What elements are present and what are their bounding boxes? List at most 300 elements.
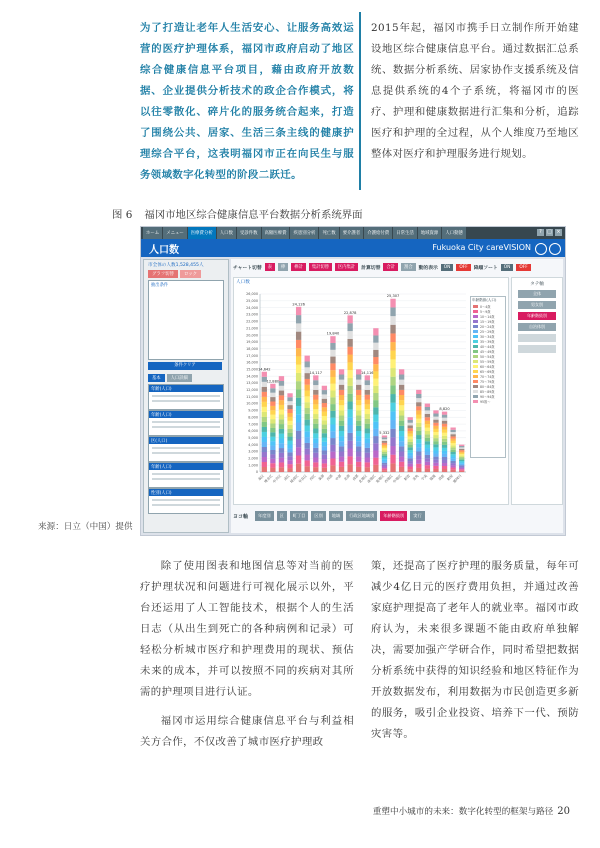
- bar-segment: [425, 455, 430, 458]
- app-tab-bar: [141, 227, 566, 239]
- bar-segment: [442, 436, 447, 439]
- user-icon[interactable]: [535, 243, 547, 255]
- tab-basic[interactable]: 基本: [148, 374, 165, 382]
- bar-segment: [373, 458, 378, 465]
- bar-segment: [399, 467, 404, 472]
- help-icon[interactable]: ?: [537, 229, 544, 236]
- bar-segment: [442, 424, 447, 427]
- bar-segment: [279, 400, 284, 405]
- x-tick-label: 西地区: [383, 473, 394, 484]
- figure-screenshot: [140, 226, 566, 536]
- bar-segment: [347, 409, 352, 417]
- bar-segment: [305, 379, 310, 385]
- bar-segment: [262, 432, 267, 437]
- bar-segment: [262, 442, 267, 447]
- bar-segment: [347, 362, 352, 370]
- axis-gender-button[interactable]: 男女別: [518, 301, 556, 309]
- bar-segment: [450, 468, 455, 470]
- bar-segment: [296, 464, 301, 472]
- app-title: 人口数: [149, 245, 179, 256]
- bar-segment: [390, 299, 395, 308]
- bar-segment: [339, 374, 344, 379]
- x-tick-label: 中地区: [392, 473, 403, 484]
- animation-off-button[interactable]: OFF: [456, 264, 470, 271]
- calc-ratio-button[interactable]: 割合: [401, 263, 416, 271]
- clear-conditions-button[interactable]: 条件クリア: [148, 362, 222, 370]
- bar-segment: [313, 400, 318, 405]
- bar-segment: [356, 446, 361, 451]
- legend-swatch: [473, 360, 478, 363]
- app-tab[interactable]: メニュー: [163, 227, 187, 239]
- bar-segment: [330, 465, 335, 472]
- bar-segment: [382, 443, 387, 445]
- bar-segment: [433, 420, 438, 423]
- bar-segment: [313, 453, 318, 458]
- x-tick-label: 須恵: [437, 473, 446, 482]
- bar-segment: [425, 404, 430, 407]
- bar-segment: [365, 458, 370, 463]
- bar-segment: [356, 467, 361, 472]
- bar-segment: [322, 433, 327, 437]
- bar-segment: [330, 397, 335, 404]
- bar-segment: [270, 424, 275, 428]
- bar-segment: [408, 445, 413, 448]
- bar-segment: [279, 381, 284, 386]
- y-tick-label: 22,000: [246, 319, 258, 324]
- filter-section[interactable]: [148, 410, 224, 436]
- bar-segment: [322, 403, 327, 407]
- app-tab[interactable]: 地域資源: [418, 227, 442, 239]
- app-tab[interactable]: 日常生活: [393, 227, 417, 239]
- bar-segment: [442, 439, 447, 442]
- legend-label: 85〜89歳: [480, 390, 495, 394]
- bar-segment: [365, 438, 370, 443]
- bar-segment: [382, 468, 387, 470]
- vertical-axis-title: タテ軸: [530, 282, 544, 287]
- bar-segment: [330, 452, 335, 459]
- animation-on-button[interactable]: ON: [441, 264, 454, 271]
- settings-icon[interactable]: [549, 243, 561, 255]
- bar-segment: [365, 409, 370, 414]
- axis-disabled-button[interactable]: [518, 334, 556, 342]
- filter-section[interactable]: [148, 436, 224, 462]
- bar-segment: [287, 405, 292, 409]
- bar-segment: [279, 414, 284, 419]
- y-tick-label: 21,000: [246, 326, 258, 331]
- legend-label: 10〜14歳: [480, 315, 495, 319]
- calc-sum-button[interactable]: 合計: [383, 263, 398, 271]
- bar-segment: [347, 425, 352, 433]
- bar-segment: [339, 462, 344, 467]
- x-tick-label: 東地区: [375, 473, 386, 484]
- maximize-icon[interactable]: □: [547, 229, 552, 235]
- chart-table-button[interactable]: 表: [265, 263, 275, 271]
- bar-segment: [305, 443, 310, 449]
- bar-segment: [296, 447, 301, 455]
- filter-section[interactable]: [148, 462, 224, 488]
- bar-segment: [382, 457, 387, 459]
- figure-number: 图 6: [112, 209, 133, 221]
- xaxis-by-ward-button[interactable]: 区別: [311, 511, 325, 521]
- legend-item: [471, 399, 505, 404]
- bar-segment: [287, 437, 292, 441]
- bar-segment: [270, 463, 275, 467]
- bar-segment: [450, 452, 455, 454]
- axis-all-button[interactable]: 全体: [518, 290, 556, 298]
- bar-segment: [382, 452, 387, 454]
- bar-segment: [270, 459, 275, 463]
- run-button[interactable]: 実行: [410, 511, 424, 521]
- bar-segment: [296, 373, 301, 381]
- bar-segment: [365, 375, 370, 380]
- bar-segment: [399, 390, 404, 395]
- bar-segment: [313, 375, 318, 380]
- bar-segment: [450, 450, 455, 452]
- bar-segment: [365, 462, 370, 467]
- bar-segment: [365, 433, 370, 438]
- app-tab[interactable]: 人口動態: [442, 227, 466, 239]
- lock-button[interactable]: ロック: [180, 270, 201, 278]
- bar-segment: [442, 451, 447, 454]
- bar-segment: [459, 454, 464, 455]
- bar-segment: [347, 378, 352, 386]
- bar-segment: [382, 445, 387, 447]
- legend-swatch: [473, 380, 478, 383]
- bar-segment: [356, 380, 361, 385]
- bar-segment: [279, 410, 284, 415]
- bar-segment: [296, 323, 301, 331]
- xaxis-area-button[interactable]: 地域: [329, 511, 343, 521]
- chart-stacked-button[interactable]: 棒計: [291, 263, 306, 271]
- bar-segment: [433, 457, 438, 460]
- bar-segment: [287, 429, 292, 433]
- legend-title: 年齢階級(人口): [472, 298, 497, 302]
- bar-segment: [425, 458, 430, 461]
- population-bar-chart: [234, 286, 508, 502]
- bar-segment: [313, 404, 318, 409]
- sidebar-subtabs: [148, 374, 192, 382]
- bar-segment: [442, 430, 447, 433]
- axis-age-group-button[interactable]: 年齢階級別: [518, 312, 556, 320]
- bar-segment: [322, 437, 327, 441]
- x-tick-label: 博多区: [263, 473, 274, 484]
- tab-population-detail[interactable]: 人口詳細: [167, 374, 192, 382]
- bar-segment: [433, 413, 438, 416]
- bar-segment: [330, 418, 335, 425]
- bar-segment: [347, 339, 352, 347]
- bar-segment: [408, 447, 413, 450]
- bar-segment: [322, 450, 327, 454]
- y-tick-label: 18,000: [246, 346, 258, 351]
- bar-segment: [416, 419, 421, 423]
- app-tab[interactable]: 介護給付費: [364, 227, 392, 239]
- bar-segment: [382, 467, 387, 469]
- bar-segment: [262, 452, 267, 457]
- legend-label: 80〜84歳: [480, 385, 495, 389]
- x-tick-label: 北部: [343, 473, 351, 482]
- bar-segment: [262, 437, 267, 442]
- bar-segment: [322, 412, 327, 416]
- bar-segment: [270, 419, 275, 423]
- bar-segment: [442, 427, 447, 430]
- bar-segment: [425, 421, 430, 424]
- bar-segment: [322, 399, 327, 403]
- bar-segment: [356, 405, 361, 410]
- y-tick-label: 17,000: [246, 353, 258, 358]
- filter-section[interactable]: [148, 488, 224, 514]
- legend-swatch: [473, 325, 478, 328]
- bar-segment: [339, 426, 344, 431]
- bar-segment: [296, 315, 301, 323]
- bar-segment: [305, 437, 310, 443]
- legend-label: 90〜94歳: [480, 395, 495, 399]
- graph-toggle-button[interactable]: グラフ切替: [148, 270, 178, 278]
- figure-label: [112, 206, 363, 221]
- axis-municipality-button[interactable]: 自治体別: [518, 323, 556, 331]
- bar-segment: [425, 431, 430, 434]
- bar-segment: [382, 437, 387, 439]
- bar-segment: [433, 410, 438, 413]
- bar-segment: [433, 429, 438, 432]
- bar-segment: [313, 448, 318, 453]
- bar-segment: [459, 451, 464, 452]
- bar-segment: [330, 357, 335, 364]
- legend-label: 20〜24歳: [480, 325, 495, 329]
- bar-segment: [279, 391, 284, 396]
- bar-segment: [322, 459, 327, 463]
- bar-segment: [262, 447, 267, 452]
- bar-segment: [262, 427, 267, 432]
- y-tick-label: 14,000: [246, 374, 258, 379]
- bar-segment: [262, 402, 267, 407]
- bar-segment: [339, 441, 344, 446]
- bar-segment: [287, 444, 292, 448]
- bar-segment: [373, 407, 378, 414]
- bar-segment: [433, 460, 438, 463]
- bar-segment: [408, 420, 413, 423]
- bar-segment: [296, 414, 301, 422]
- bar-segment: [459, 445, 464, 446]
- bar-segment: [287, 464, 292, 468]
- bar-segment: [373, 371, 378, 378]
- bar-segment: [416, 414, 421, 418]
- bar-segment: [408, 428, 413, 431]
- bar-segment: [416, 390, 421, 394]
- bar-segment: [322, 446, 327, 450]
- bar-value-label: 12,880: [266, 379, 280, 384]
- bar-segment: [399, 416, 404, 421]
- bar-segment: [322, 442, 327, 446]
- bar-segment: [450, 439, 455, 441]
- bar-segment: [408, 436, 413, 439]
- bar-segment: [339, 431, 344, 436]
- animation-label: 動的表示: [418, 265, 438, 271]
- bar-segment: [262, 387, 267, 392]
- app-tab[interactable]: 人口数: [217, 227, 236, 239]
- sort-off-button[interactable]: OFF: [516, 264, 530, 271]
- bar-segment: [313, 443, 318, 448]
- bar-segment: [399, 421, 404, 426]
- y-tick-label: 26,000: [246, 292, 258, 297]
- bar-segment: [399, 395, 404, 400]
- y-tick-label: 13,000: [246, 381, 258, 386]
- bar-segment: [390, 463, 395, 472]
- bar-segment: [442, 421, 447, 424]
- legend-label: 95歳〜: [480, 400, 491, 404]
- app-tab[interactable]: 死亡数: [319, 227, 338, 239]
- bar-segment: [416, 398, 421, 402]
- bar-segment: [287, 413, 292, 417]
- bar-segment: [399, 462, 404, 467]
- bar-segment: [416, 423, 421, 427]
- x-tick-label: 那珂川: [452, 473, 463, 484]
- legend-swatch: [473, 375, 478, 378]
- bar-segment: [339, 405, 344, 410]
- bar-segment: [279, 405, 284, 410]
- bar-segment: [390, 420, 395, 429]
- bar-segment: [330, 363, 335, 370]
- bar-segment: [322, 394, 327, 398]
- bar-segment: [382, 456, 387, 458]
- bar-segment: [373, 335, 378, 342]
- bar-segment: [425, 441, 430, 444]
- bar-segment: [322, 416, 327, 420]
- bar-segment: [296, 398, 301, 406]
- right-top-column: [371, 18, 579, 165]
- app-tab[interactable]: 受診件数: [237, 227, 261, 239]
- bar-value-label: 8,820: [439, 407, 450, 412]
- bar-segment: [270, 406, 275, 410]
- bar-segment: [408, 461, 413, 464]
- bar-segment: [450, 430, 455, 432]
- bar-segment: [433, 463, 438, 466]
- bar-segment: [365, 424, 370, 429]
- bar-segment: [399, 451, 404, 456]
- app-tab[interactable]: ホーム: [143, 227, 162, 239]
- sort-label: 降順ソート: [473, 265, 498, 271]
- bar-segment: [390, 437, 395, 446]
- bar-segment: [330, 445, 335, 452]
- close-icon[interactable]: ×: [556, 229, 561, 235]
- bar-segment: [262, 412, 267, 417]
- bar-segment: [313, 419, 318, 424]
- xaxis-block-button[interactable]: 町丁目: [290, 511, 309, 521]
- x-tick-label: 東区: [257, 473, 265, 482]
- bar-segment: [347, 323, 352, 331]
- bar-segment: [425, 414, 430, 417]
- bar-segment: [373, 422, 378, 429]
- legend-swatch: [473, 400, 478, 403]
- bar-value-label: 14,116: [361, 370, 374, 375]
- app-tab[interactable]: 高額医療費: [262, 227, 290, 239]
- sort-on-button[interactable]: ON: [501, 264, 514, 271]
- bar-segment: [262, 392, 267, 397]
- legend-label: 30〜34歳: [480, 335, 495, 339]
- bar-segment: [305, 414, 310, 420]
- bar-segment: [442, 412, 447, 415]
- bar-segment: [450, 441, 455, 443]
- bar-segment: [296, 431, 301, 439]
- bar-segment: [313, 380, 318, 385]
- bar-segment: [416, 427, 421, 431]
- bar-segment: [270, 388, 275, 392]
- bar-segment: [450, 470, 455, 472]
- bar-value-label: 24,126: [292, 302, 305, 307]
- bar-segment: [450, 456, 455, 458]
- bar-segment: [305, 460, 310, 466]
- bar-segment: [408, 453, 413, 456]
- app-tab[interactable]: 疾患別分析: [290, 227, 318, 239]
- legend-swatch: [473, 340, 478, 343]
- bar-segment: [425, 469, 430, 472]
- filter-section[interactable]: [148, 384, 224, 410]
- bar-segment: [296, 389, 301, 397]
- bar-segment: [356, 374, 361, 379]
- bar-segment: [442, 415, 447, 418]
- app-tab[interactable]: 要介護者: [340, 227, 364, 239]
- xaxis-age-group-button[interactable]: 年齢階級別: [380, 511, 407, 521]
- intro-quote: [140, 18, 354, 186]
- xaxis-admin-area-button[interactable]: 行政区地域別: [346, 511, 377, 521]
- bar-segment: [322, 425, 327, 429]
- y-tick-label: 7,000: [248, 422, 258, 427]
- bar-segment: [373, 379, 378, 386]
- bar-segment: [459, 460, 464, 461]
- bar-segment: [399, 405, 404, 410]
- xaxis-year-button[interactable]: 年度別: [255, 511, 274, 521]
- bar-segment: [296, 332, 301, 340]
- chart-bar-button[interactable]: 棒: [278, 263, 288, 271]
- bar-segment: [416, 410, 421, 414]
- legend-swatch: [473, 370, 478, 373]
- bar-segment: [287, 393, 292, 397]
- footer-title: 重塑中小城市的未来：数字化转型的框架与路径: [372, 807, 554, 817]
- legend-label: 70〜74歳: [480, 375, 495, 379]
- left-bottom-paragraph-1: 除了使用图表和地图信息等对当前的医疗护理状况和问题进行可视化展示以外，平台还运用了人工智能技术，根据个人的生活日志（从出生到死亡的各种病例和记录）可轻松分析城市医疗和护理费用的现状、预估未来的成本，并可以按照不同的疾病对其所需的护理项目进行认证。: [140, 560, 354, 698]
- bar-segment: [408, 423, 413, 426]
- bar-segment: [425, 407, 430, 410]
- bar-segment: [459, 462, 464, 463]
- legend-swatch: [473, 365, 478, 368]
- bar-segment: [347, 456, 352, 464]
- legend-label: 55〜59歳: [480, 360, 495, 364]
- bar-segment: [279, 395, 284, 400]
- bar-segment: [287, 441, 292, 445]
- bar-segment: [330, 350, 335, 357]
- horizontal-axis-controls: [233, 509, 561, 523]
- bar-segment: [450, 428, 455, 430]
- bar-segment: [365, 390, 370, 395]
- bar-segment: [382, 450, 387, 452]
- axis-disabled-button[interactable]: [518, 345, 556, 353]
- aggregate-toggle-button[interactable]: 集計切替: [309, 263, 332, 271]
- xaxis-ward-button[interactable]: 区: [277, 511, 287, 521]
- bar-segment: [408, 469, 413, 472]
- bar-segment: [390, 368, 395, 377]
- bar-segment: [365, 414, 370, 419]
- y-tick-label: 24,000: [246, 305, 258, 310]
- app-tab[interactable]: 医療費分析: [188, 227, 216, 239]
- bar-segment: [399, 400, 404, 405]
- bar-segment: [416, 394, 421, 398]
- bar-segment: [390, 333, 395, 342]
- bar-segment: [433, 469, 438, 472]
- y-tick-label: 2,000: [248, 456, 258, 461]
- ward-aggregate-button[interactable]: 区内集計: [335, 263, 358, 271]
- bar-segment: [356, 395, 361, 400]
- bar-segment: [408, 450, 413, 453]
- bar-segment: [356, 441, 361, 446]
